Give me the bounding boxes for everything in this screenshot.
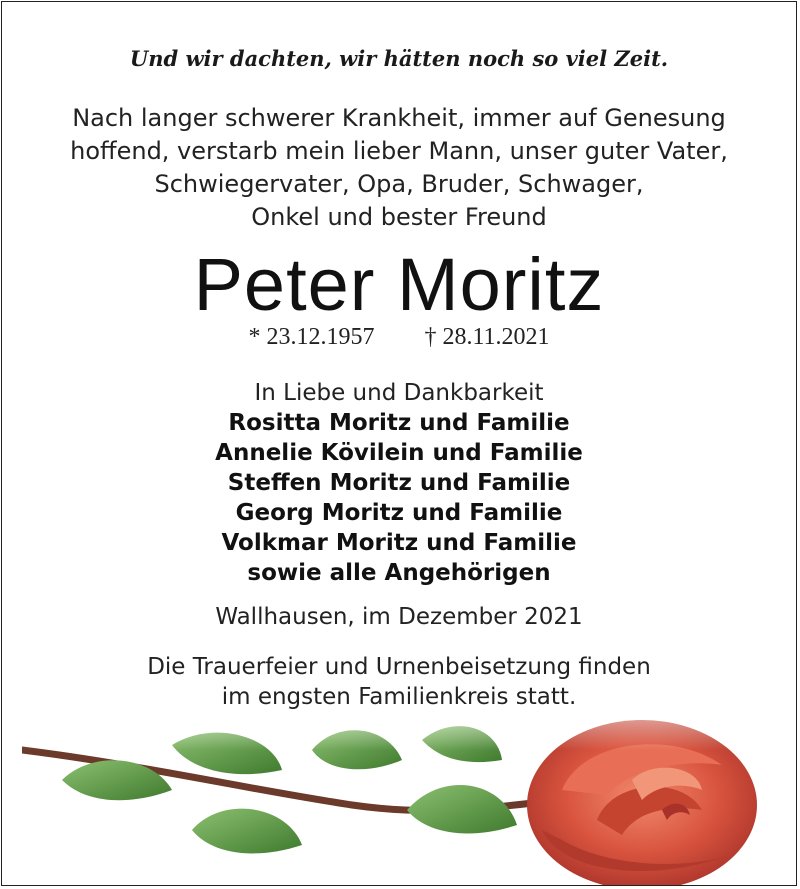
birth-date: * 23.12.1957 bbox=[248, 324, 375, 350]
mourner-name: Rositta Moritz und Familie bbox=[228, 410, 570, 436]
notice-line: im engsten Familienkreis statt. bbox=[221, 684, 577, 710]
mourner-name: Annelie Kövilein und Familie bbox=[215, 440, 583, 466]
mourners-lead: In Liebe und Dankbarkeit bbox=[254, 380, 544, 406]
intro-text bbox=[2, 102, 796, 234]
motto: Und wir dachten, wir hätten noch so viel Zeit. bbox=[129, 46, 669, 71]
obituary-frame bbox=[1, 1, 797, 886]
death-date: † 28.11.2021 bbox=[424, 324, 550, 350]
leaf bbox=[192, 809, 302, 854]
leaf bbox=[407, 785, 517, 833]
intro-line: hoffend, verstarb mein lieber Mann, unser guter Vater, bbox=[70, 137, 728, 165]
place-date: Wallhausen, im Dezember 2021 bbox=[215, 604, 583, 630]
deceased-name: Peter Moritz bbox=[193, 243, 605, 326]
mourners-block bbox=[2, 378, 796, 588]
rose-illustration bbox=[22, 710, 782, 886]
intro-line: Onkel und bester Freund bbox=[251, 203, 547, 231]
mourner-name: sowie alle Angehörigen bbox=[247, 560, 551, 586]
mourner-name: Steffen Moritz und Familie bbox=[227, 470, 571, 496]
mourner-name: Georg Moritz und Familie bbox=[235, 500, 563, 526]
mourner-name: Volkmar Moritz und Familie bbox=[221, 530, 577, 556]
life-dates bbox=[2, 324, 796, 351]
notice-line: Die Trauerfeier und Urnenbeisetzung finden bbox=[147, 654, 651, 680]
leaf bbox=[62, 760, 172, 800]
funeral-notice bbox=[2, 652, 796, 712]
intro-line: Nach langer schwerer Krankheit, immer auf Genesung bbox=[72, 104, 726, 132]
intro-line: Schwiegervater, Opa, Bruder, Schwager, bbox=[154, 170, 644, 198]
